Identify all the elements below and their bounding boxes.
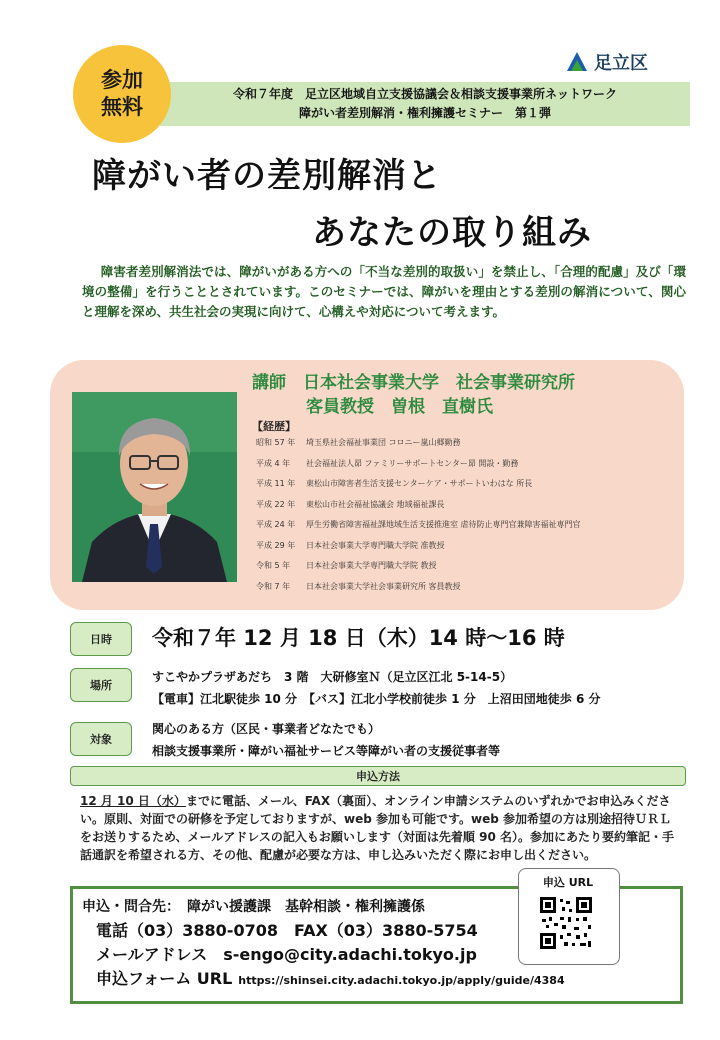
career-text: 厚生労働省障害福祉課地域生活支援推進室 虐待防止専門官兼障害福祉専門官 [306,520,581,529]
contact-phone-fax: 電話（03）3880-0708 FAX（03）3880-5754 [96,921,478,940]
page-title-line-1: 障がい者の差別解消と [92,156,442,196]
career-item [256,438,676,459]
career-text: 社会福祉法人昴 ファミリーサポートセンター昴 開設・勤務 [306,458,519,468]
date-label: 日時 [70,622,132,656]
apply-deadline: 12 月 10 日（水） [80,794,186,808]
career-year: 平成 24 年 [256,520,296,529]
place-label: 場所 [70,668,132,702]
page-title-line-2: あなたの取り組み [312,213,592,253]
target-line-1: 関心のある方（区民・事業者どなたでも） [152,722,381,736]
target-label: 対象 [70,722,132,756]
place-address: すこやかプラザあだち 3 階 大研修室Ｎ（足立区江北 5-14-5） [152,670,513,684]
career-item [256,479,676,500]
form-url-link[interactable]: https://shinsei.city.adachi.tokyo.jp/apply/guide/4384 [238,974,565,987]
career-item [256,541,676,562]
badge-line-2: 無料 [101,95,143,119]
career-text: 東松山市社会福祉協議会 地域福祉課長 [306,499,445,509]
career-text: 東松山市障害者生活支援センターケア・サポートいわはな 所長 [306,479,533,488]
career-item [256,582,676,603]
adachi-logo-icon [566,51,588,73]
career-item [256,561,676,582]
career-text: 埼玉県社会福祉事業団 コロニー嵐山郷勤務 [306,438,461,447]
career-year: 平成 11 年 [256,479,296,488]
lecturer-photo [72,392,237,582]
career-year: 平成 29 年 [256,540,296,550]
career-text: 日本社会事業大学専門職大学院 准教授 [306,540,445,550]
logo-text: 足立区 [594,53,648,74]
career-item [256,500,676,521]
career-year: 令和 7 年 [256,581,291,591]
career-item [256,520,676,541]
career-year: 令和 5 年 [256,561,291,570]
qr-code-icon[interactable] [538,895,594,951]
contact-email[interactable]: メールアドレス s-engo@city.adachi.tokyo.jp [96,945,477,964]
career-year: 平成 22 年 [256,499,296,509]
place-access: 【電車】江北駅徒歩 10 分 【バス】江北小学校前徒歩 1 分 上沼田団地徒歩 6 分 [152,692,601,706]
career-year: 昭和 57 年 [256,438,296,447]
career-heading: 【経歴】 [252,420,296,433]
target-line-2: 相談支援事業所・障がい福祉サービス等障がい者の支援従事者等 [152,744,501,758]
contact-form [96,966,565,989]
badge-line-1: 参加 [101,68,143,92]
date-value: 令和７年 12 月 18 日（木）14 時～16 時 [152,626,565,650]
form-url-label: 申込フォーム URL [96,969,233,988]
career-item [256,459,676,480]
career-text: 日本社会事業大学専門職大学院 教授 [306,561,437,570]
intro-text: 障害者差別解消法では、障がいがある方への「不当な差別的取扱い」を禁止し、「合理的配慮」及び「環境の整備」を行うこととされています。このセミナーでは、障がいを理由とする差別の解消について、関心と理解を深め、共生社会の実現に向けて、心構えや対応について考えます。 [82,264,686,319]
lecturer-affiliation: 講師 日本社会事業大学 社会事業研究所 [252,373,575,393]
apply-instructions [80,792,680,864]
header-line-2: 障がい者差別解消・権利擁護セミナー 第１弾 [298,106,551,120]
lecturer-name: 客員教授 曽根 直樹氏 [306,397,493,417]
adachi-logo [566,48,666,76]
free-badge [73,45,171,143]
seminar-header [160,82,690,126]
apply-text: までに電話、メール、FAX（裏面）、オンライン申請システムのいずれかでお申込みください。原則、対面での研修を予定しておりますが、web 参加も可能です。web 参加希望の方は別途招待ＵＲＬをお送りするため、メールアドレスの記入もお願いします（対面は先着順 90 名）。参加にあたり要約筆記・手話通訳を希望される方、その他、配慮が必要な方は、申し込みいただく際にお申し出ください。 [80,794,674,862]
header-line-1: 令和７年度 足立区地域自立支援協議会＆相談支援事業所ネットワーク [232,87,617,101]
career-list [256,438,676,602]
career-text: 日本社会事業大学社会事業研究所 客員教授 [306,581,461,591]
apply-method-heading: 申込方法 [70,766,686,786]
contact-department: 申込・問合先： 障がい援護課 基幹相談・権利擁護係 [82,899,425,915]
qr-label: 申込 URL [542,876,594,889]
career-year: 平成 4 年 [256,458,291,468]
